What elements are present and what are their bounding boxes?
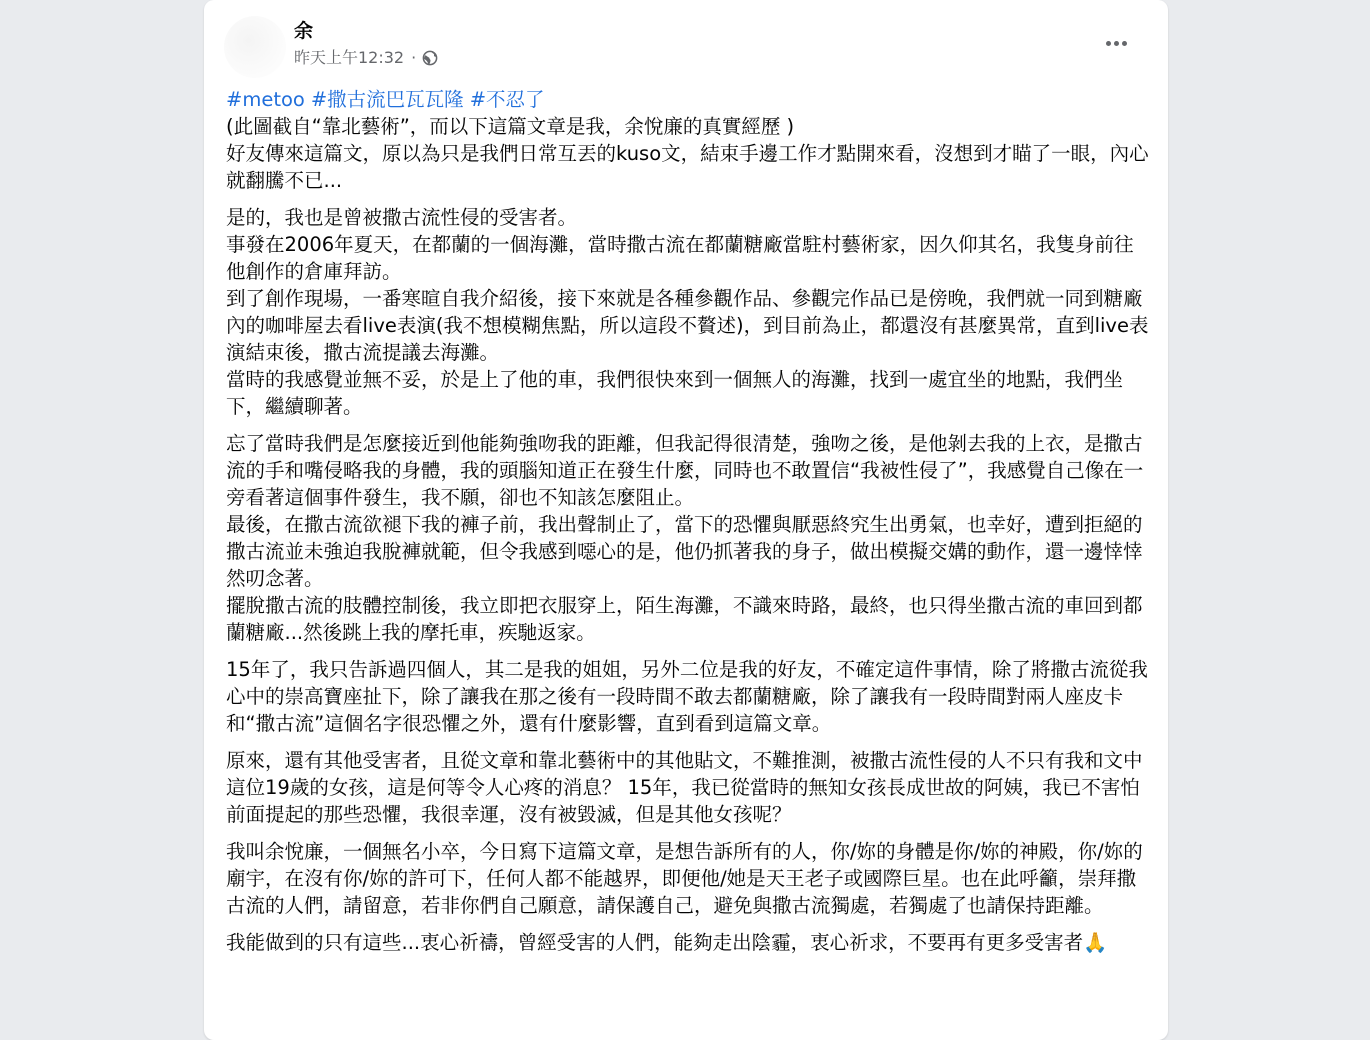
closing-text: 我能做到的只有這些...衷心祈禱，曾經受害的人們，能夠走出陰霾，衷心祈求，不要再有更多受害者 (226, 931, 1084, 954)
post-paragraph: 我叫余悅廉，一個無名小卒，今日寫下這篇文章，是想告訴所有的人，你/妳的身體是你/妳的神殿，你/妳的廟宇，在沒有你/妳的許可下，任何人都不能越界，即便他/她是天王老子或國際巨星。也在此呼籲，崇拜撒古流的人們，請留意，若非你們自己願意，請保護自己，避免與撒古流獨處，若獨處了也請保持距離。 (226, 840, 1143, 917)
hashtag-line (226, 86, 1150, 113)
hashtag-link[interactable]: #不忍了 (469, 88, 545, 111)
post-paragraph: 15年了，我只告訴過四個人，其二是我的姐姐，另外二位是我的好友，不確定這件事情，除了將撒古流從我心中的崇高寶座扯下，除了讓我在那之後有一段時間不敢去都蘭糖廠，除了讓我有一段時間對兩人座皮卡和“撒古流”這個名字很恐懼之外，還有什麼影響，直到看到這篇文章。 (226, 658, 1148, 735)
post-paragraph: 事發在2006年夏天，在都蘭的一個海灘，當時撒古流在都蘭糖廠當駐村藝術家，因久仰其名，我隻身前往他創作的倉庫拜訪。 (226, 233, 1134, 283)
post-paragraph: 好友傳來這篇文，原以為只是我們日常互丟的kuso文，結束手邊工作才點開來看，沒想到才瞄了一眼，內心就翻騰不已... (226, 142, 1149, 192)
author-name[interactable]: 余 (294, 20, 314, 42)
avatar[interactable] (224, 16, 286, 78)
post-card (204, 0, 1168, 1040)
post-paragraph: (此圖截自“靠北藝術”，而以下這篇文章是我，余悅廉的真實經歷 ) (226, 115, 795, 138)
post-timestamp[interactable]: 昨天上午12:32 (294, 48, 405, 67)
post-paragraph: 到了創作現場，一番寒暄自我介紹後，接下來就是各種參觀作品、參觀完作品已是傍晚，我們就一同到糖廠內的咖啡屋去看live表演(我不想模糊焦點，所以這段不贅述)，到目前為止，都還沒有甚麼異常，直到live表演結束後，撒古流提議去海灘。 (226, 287, 1149, 364)
globe-icon[interactable] (422, 50, 438, 66)
post-paragraph: 當時的我感覺並無不妥，於是上了他的車，我們很快來到一個無人的海灘，找到一處宜坐的地點，我們坐下，繼續聊著。 (226, 368, 1124, 418)
folded-hands-icon: 🙏 (1083, 931, 1108, 954)
hashtag-link[interactable]: #metoo (226, 88, 305, 111)
post-paragraph: 忘了當時我們是怎麼接近到他能夠強吻我的距離，但我記得很清楚，強吻之後，是他剝去我的上衣，是撒古流的手和嘴侵略我的身體，我的頭腦知道正在發生什麼，同時也不敢置信“我被性侵了”，我感覺自己像在一旁看著這個事件發生，我不願，卻也不知該怎麼阻止。 (226, 432, 1144, 509)
post-meta (294, 47, 438, 69)
post-paragraph: 是的，我也是曾被撒古流性侵的受害者。 (226, 206, 578, 229)
post-paragraph: 最後，在撒古流欲褪下我的褲子前，我出聲制止了，當下的恐懼與厭惡終究生出勇氣，也幸好，遭到拒絕的撒古流並未強迫我脫褲就範，但令我感到噁心的是，他仍抓著我的身子，做出模擬交媾的動作，還一邊悻悻然叨念著。 (226, 513, 1143, 590)
more-options-icon[interactable] (1098, 30, 1134, 56)
hashtag-link[interactable]: #撒古流巴瓦瓦隆 (310, 88, 464, 111)
post-paragraph-last (226, 929, 1150, 956)
post-paragraph: 擺脫撒古流的肢體控制後，我立即把衣服穿上，陌生海灘，不識來時路，最終，也只得坐撒古流的車回到都蘭糖廠...然後跳上我的摩托車，疾馳返家。 (226, 594, 1143, 644)
post-paragraph: 原來，還有其他受害者，且從文章和靠北藝術中的其他貼文，不難推測，被撒古流性侵的人不只有我和文中這位19歲的女孩，這是何等令人心疼的消息？ 15年，我已從當時的無知女孩長成世故的阿姨，我已不害怕前面提起的那些恐懼，我很幸運，沒有被毀滅，但是其他女孩呢？ (226, 749, 1143, 826)
meta-separator: · (411, 48, 417, 67)
post-body (226, 86, 1150, 956)
post-header (224, 12, 1148, 76)
